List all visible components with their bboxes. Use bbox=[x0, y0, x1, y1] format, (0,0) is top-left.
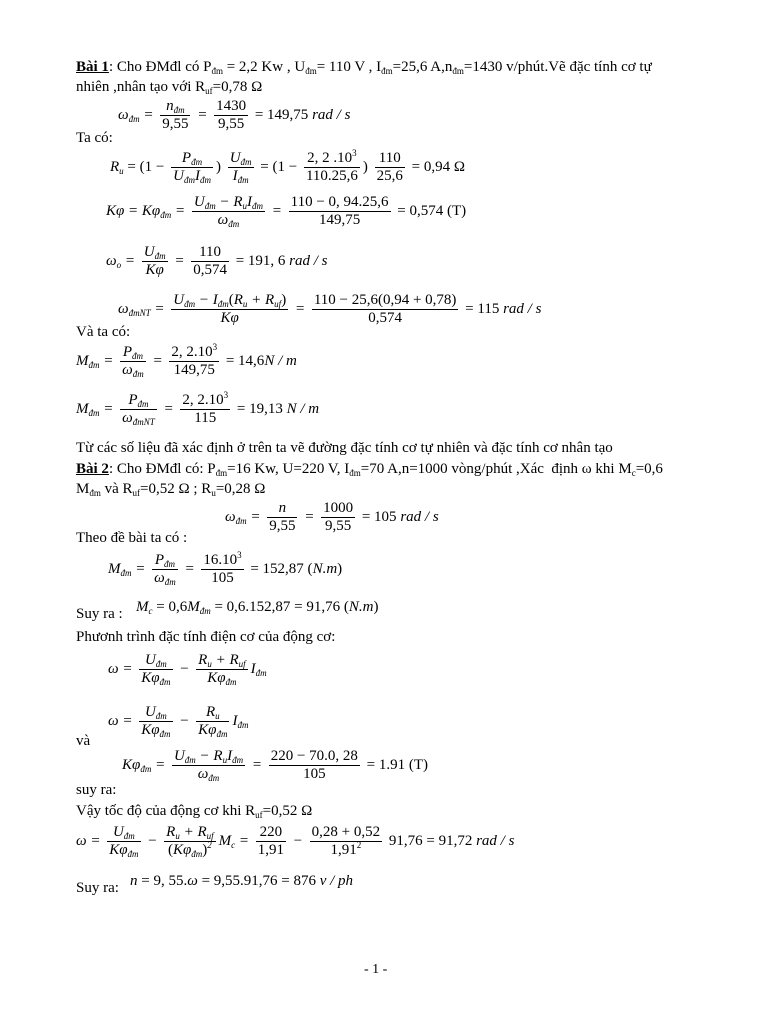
b2-suyra1: Suy ra : bbox=[76, 606, 123, 622]
b2-title: Bài 2 bbox=[76, 461, 109, 477]
eq2-omega-nat: ω = $U_{đm}$ $K\varphi_{đm}$ − $R_u$ $K\varphi_{đm}$ $I_{đm}$ bbox=[108, 704, 249, 739]
eq-omega-dm: $\omega_{đm}$ = $n_{đm}$ 9,55 = $\frac{1430}{9,55}$ = 149,75 rad / s bbox=[118, 98, 351, 132]
b2-pt: Phươnh trình đặc tính điện cơ của động cơ: bbox=[76, 629, 336, 645]
eq-mdm-2: $M_{đm}$ = $P_{đm}$ $\omega_{đmNT}$ = $\frac{2, 2.10^3}{115}$ = 19,13 N / m bbox=[76, 390, 320, 427]
eq2-mc: $M_c = 0,6M_{đm} = 0,6.152,87 = 91,76$ (N.m) bbox=[136, 599, 379, 616]
b2-va: và bbox=[76, 733, 91, 749]
b2-theo: Theo đề bài ta có : bbox=[76, 530, 188, 546]
b2-line1: Bài 2: Cho ĐMđl có: $P_{đm}=16$ Kw, U=220 V, $I_{đm}=70$ A,n=1000 vòng/phút ,Xác định ω khi $M_c=0,6$ bbox=[76, 461, 663, 478]
eq-mdm-1: $M_{đm}$ = $P_{đm}$ $\omega_{đm}$ = $\frac{2, 2.10^3}{149,75}$ = 14,6N / m bbox=[76, 342, 297, 379]
b2-vay: Vậy tốc độ của động cơ khi $R_{uf}=0,52$ Ω bbox=[76, 803, 313, 820]
eq2-n: n = 9, 55.ω = 9,55.91,76 = 876 v / ph bbox=[130, 873, 354, 889]
b1-line2: nhiên ,nhân tạo với $R_{uf}=0,78$ Ω bbox=[76, 79, 263, 96]
eq2-omega-final: ω = $U_{đm}$ $K\varphi_{đm}$ − $R_u + R_{uf}$ $(K\varphi_{đm})^2$ $M_c$ = $\frac{220}{1,91}$ − $\frac{0,28 + 0,52}{1,91^2}$ 91,76 = 91,72 rad / s bbox=[76, 824, 515, 859]
eq-ru: $R_u = (1$ − $P_{đm}$ $U_{đm}I_{đm}$ ) $U_{đm}$ $I_{đm}$ = (1 − $\frac{2, 2 .10^3}{110.25,6}$ ) $\frac{110}{25,6}$ = 0,94 Ω bbox=[110, 148, 466, 185]
b2-line2: $M_{đm}$ và $R_{uf}=0,52$ Ω ; $R_u=0,28$ Ω bbox=[76, 481, 266, 498]
b2-suyra2: suy ra: bbox=[76, 782, 117, 798]
b1-taco: Ta có: bbox=[76, 130, 113, 146]
eq2-kphi: $K\varphi_{đm}$ = $U_{đm} - R_uI_{đm}$ $\omega_{đm}$ = $\frac{220 - 70.0, 28}{105}$ = 1.91 (T) bbox=[122, 748, 429, 783]
b1-title: Bài 1 bbox=[76, 59, 109, 75]
b1-vataco: Và ta có: bbox=[76, 324, 131, 340]
eq2-mdm: $M_{đm}$ = $P_{đm}$ $\omega_{đm}$ = $\frac{16.10^3}{105}$ = 152,87 (N.m) bbox=[108, 550, 343, 587]
eq-omega-nt: $\omega_{đmNT}$ = $U_{đm} - I_{đm}(R_u + R_{uf})$ Kφ = $\frac{110 - 25,6(0,94 + 0,78)}{0,574}$ = 115 rad / s bbox=[118, 292, 542, 326]
b1-conclusion: Từ các số liệu đã xác định ở trên ta vẽ đường đặc tính cơ tự nhiên và đặc tính cơ nhân tạo bbox=[76, 440, 613, 456]
eq-omega-o: $\omega_o$ = $U_{đm}$ Kφ = $\frac{110}{0,574}$ = 191, 6 rad / s bbox=[106, 244, 328, 278]
eq2-omega-full: ω = $U_{đm}$ $K\varphi_{đm}$ − $R_u + R_{uf}$ $K\varphi_{đm}$ $I_{đm}$ bbox=[108, 652, 267, 687]
eq-kphi: $K\varphi = K\varphi_{đm}$ = $U_{đm} - R_uI_{đm}$ $\omega_{đm}$ = $\frac{110 - 0, 94.25,6}{149,75}$ = 0,574 (T) bbox=[106, 194, 467, 229]
eq2-omega-dm: $\omega_{đm}$ = $\frac{n}{9,55}$ = $\frac{1000}{9,55}$ = 105 rad / s bbox=[225, 500, 439, 534]
b1-line1: Bài 1: Cho ĐMđl có $P_{đm} = 2,2$ Kw , $U_{đm}= 110$ V , $I_{đm}=25,6$ $A,n_{đm}=1430$ v/phút.Vẽ đặc tính cơ tự bbox=[76, 59, 652, 76]
b2-suyra3: Suy ra: bbox=[76, 880, 119, 896]
page-number: - 1 - bbox=[364, 962, 388, 977]
